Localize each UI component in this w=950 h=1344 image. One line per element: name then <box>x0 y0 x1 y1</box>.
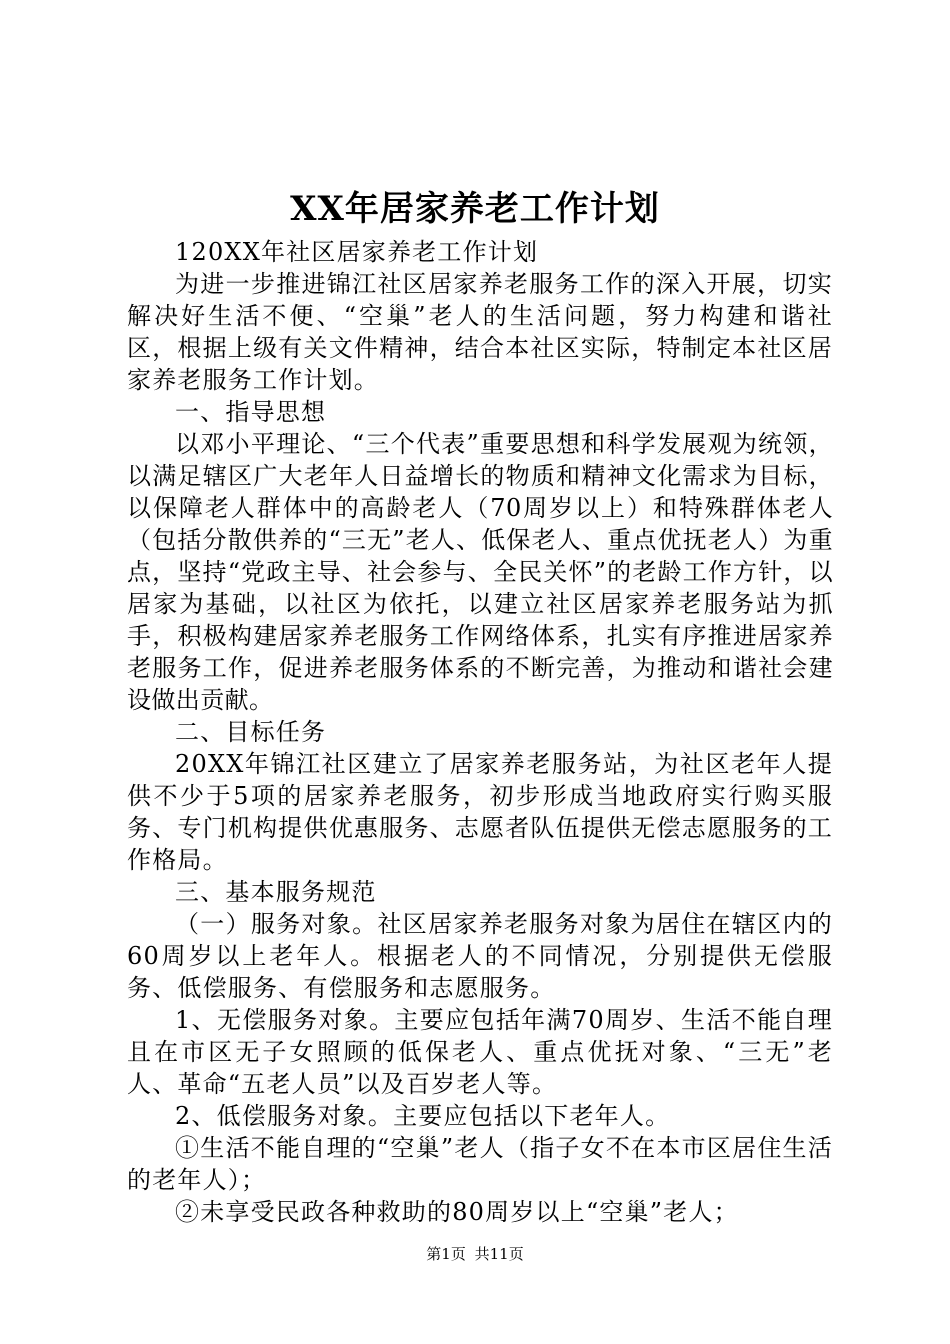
paragraph-service-targets: （一）服务对象。社区居家养老服务对象为居住在辖区内的60周岁以上老年人。根据老人的不同情况，分别提供无偿服务、低偿服务、有偿服务和志愿服务。 <box>127 910 833 1002</box>
paragraph-goals: 20XX年锦江社区建立了居家养老服务站，为社区老年人提供不少于5项的居家养老服务，初步形成当地政府实行购买服务、专门机构提供优惠服务、志愿者队伍提供无偿志愿服务的工作格局。 <box>127 750 833 874</box>
paragraph-free-service: 1、无偿服务对象。主要应包括年满70周岁、生活不能自理且在市区无子女照顾的低保老人、重点优抚对象、“三无”老人、革命“五老人员”以及百岁老人等。 <box>127 1006 833 1098</box>
list-item-2: ②未享受民政各种救助的80周岁以上“空巢”老人； <box>175 1198 739 1226</box>
document-body <box>127 236 833 1228</box>
page-number: 第1页 <box>426 1245 466 1263</box>
list-item-1: ①生活不能自理的“空巢”老人（指子女不在本市区居住生活的老年人）； <box>127 1134 833 1194</box>
document-title: XX年居家养老工作计划 <box>290 189 660 229</box>
page-footer <box>0 1244 950 1264</box>
paragraph-guiding-ideology: 以邓小平理论、“三个代表”重要思想和科学发展观为统领，以满足辖区广大老年人日益增长的物质和精神文化需求为目标，以保障老人群体中的高龄老人（70周岁以上）和特殊群体老人（包括分散供养的“三无”老人、低保老人、重点优抚老人）为重点，坚持“党政主导、社会参与、全民关怀”的老龄工作方针，以居家为基础，以社区为依托，以建立社区居家养老服务站为抓手，积极构建居家养老服务工作网络体系，扎实有序推进居家养老服务工作，促进养老服务体系的不断完善，为推动和谐社会建设做出贡献。 <box>127 430 833 714</box>
paragraph-intro: 为进一步推进锦江社区居家养老服务工作的深入开展，切实解决好生活不便、“空巢”老人的生活问题，努力构建和谐社区，根据上级有关文件精神，结合本社区实际，特制定本社区居家养老服务工作计划。 <box>127 270 833 394</box>
paragraph-low-cost-service: 2、低偿服务对象。主要应包括以下老年人。 <box>175 1102 671 1130</box>
section-heading-goals: 二、目标任务 <box>175 718 327 746</box>
page-total: 共11页 <box>474 1245 524 1263</box>
paragraph-subtitle: 120XX年社区居家养老工作计划 <box>175 238 539 266</box>
section-heading-service-standards: 三、基本服务规范 <box>175 878 377 906</box>
section-heading-guiding-ideology: 一、指导思想 <box>175 398 327 426</box>
